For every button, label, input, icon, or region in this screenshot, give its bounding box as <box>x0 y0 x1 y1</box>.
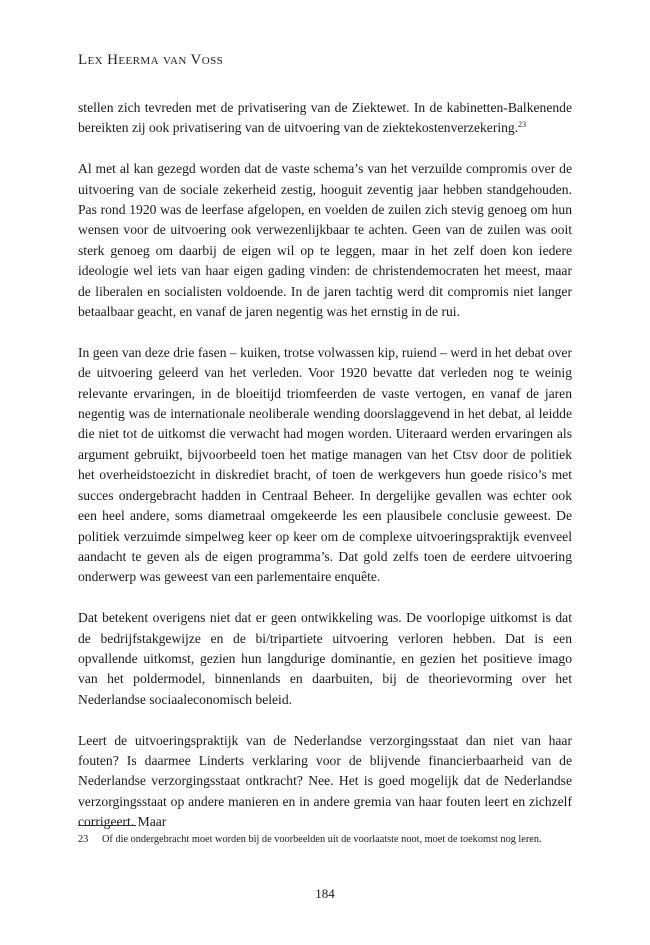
footnote-text: Of die ondergebracht moet worden bij de voorbeelden uit de voorlaatste noot, moet de toekomst nog leren. <box>102 834 542 845</box>
running-header: Lex Heerma van Voss <box>78 52 224 68</box>
footnote-reference[interactable]: 23 <box>518 120 527 130</box>
footnote-number: 23 <box>78 834 89 845</box>
paragraph: Dat betekent overigens niet dat er geen ontwikkeling was. De voorlopige uitkomst is dat de bedrijfstakgewijze en de bi/tripartiete uitvoering verloren hebben. Dat is een opvallende uitkomst, gezien hun langdurige dominantie, en gezien het positieve imago van het poldermodel, binnenlands en daarbuiten, bij de theorievorming over het Nederlandse sociaaleconomisch beleid. <box>78 610 572 707</box>
footnote-divider <box>78 825 136 826</box>
paragraph: In geen van deze drie fasen – kuiken, trotse volwassen kip, ruiend – werd in het debat over de uitvoering geleerd van het verleden. Voor 1920 bevatte dat verleden nog te weinig relevante ervaringen, in de bloeitijd triomfeerden de vaste vertogen, en vanaf de jaren negentig was de internationale neoliberale wending doorslaggevend in het debat, al leidde die niet tot de uitkomst die verwacht had mogen worden. Uiteraard werden ervaringen als argument gebruikt, bijvoorbeeld toen het matige managen van het Ctsv door de politiek het overheidstoezicht in diskrediet bracht, of toen de werkgevers hun goede risico’s met succes ondergebracht hadden in Centraal Beheer. In dergelijke gevallen was echter ook een heel andere, soms diametraal omgekeerde les een plausibele conclusie geweest. De politiek verzuimde simpelweg keer op keer om de complexe uitvoeringspraktijk evenveel aandacht te geven als de eigen programma’s. Dat gold zelfs toen de eerdere uitvoering onderwerp was geweest van een parlementaire enquête. <box>78 344 572 585</box>
body-text <box>78 98 572 853</box>
paragraph: Al met al kan gezegd worden dat de vaste schema’s van het verzuilde compromis over de uitvoering van de sociale zekerheid zestig, hooguit zeventig jaar hebben standgehouden. Pas rond 1920 was de leerfase afgelopen, en voelden de zuilen zich stevig genoeg om hun wensen voor de uitvoering ook verwezenlijkbaar te achten. Geen van de zuilen was ooit sterk genoeg om daarbij de eigen wil op te leggen, maar in het zelf doen kon iedere ideologie wel iets van haar eigen gading vinden: de christendemocraten het meest, maar de liberalen en socialisten voldoende. In de jaren tachtig werd dit compromis niet langer betaalbaar geacht, en vanaf de jaren negentig was het ernstig in de rui. <box>78 161 572 320</box>
paragraph-text: stellen zich tevreden met de privatisering van de Ziektewet. In de kabinetten-Balkenende bereikten zij ook privatisering van de uitvoering van de ziektekostenverzekering. <box>78 100 572 136</box>
footnote <box>78 833 572 847</box>
paragraph: Leert de uitvoeringspraktijk van de Nederlandse verzorgingsstaat dan niet van haar fouten? Is daarmee Linderts verklaring voor de blijvende financierbaarheid van de Nederlandse verzorgingsstaat ontkracht? Nee. Het is goed mogelijk dat de Nederlandse verzorgingsstaat op andere manieren en in andere gremia van haar fouten leert en zichzelf corrigeert. Maar <box>78 732 572 830</box>
page-number: 184 <box>315 886 335 901</box>
paragraph <box>78 98 572 139</box>
